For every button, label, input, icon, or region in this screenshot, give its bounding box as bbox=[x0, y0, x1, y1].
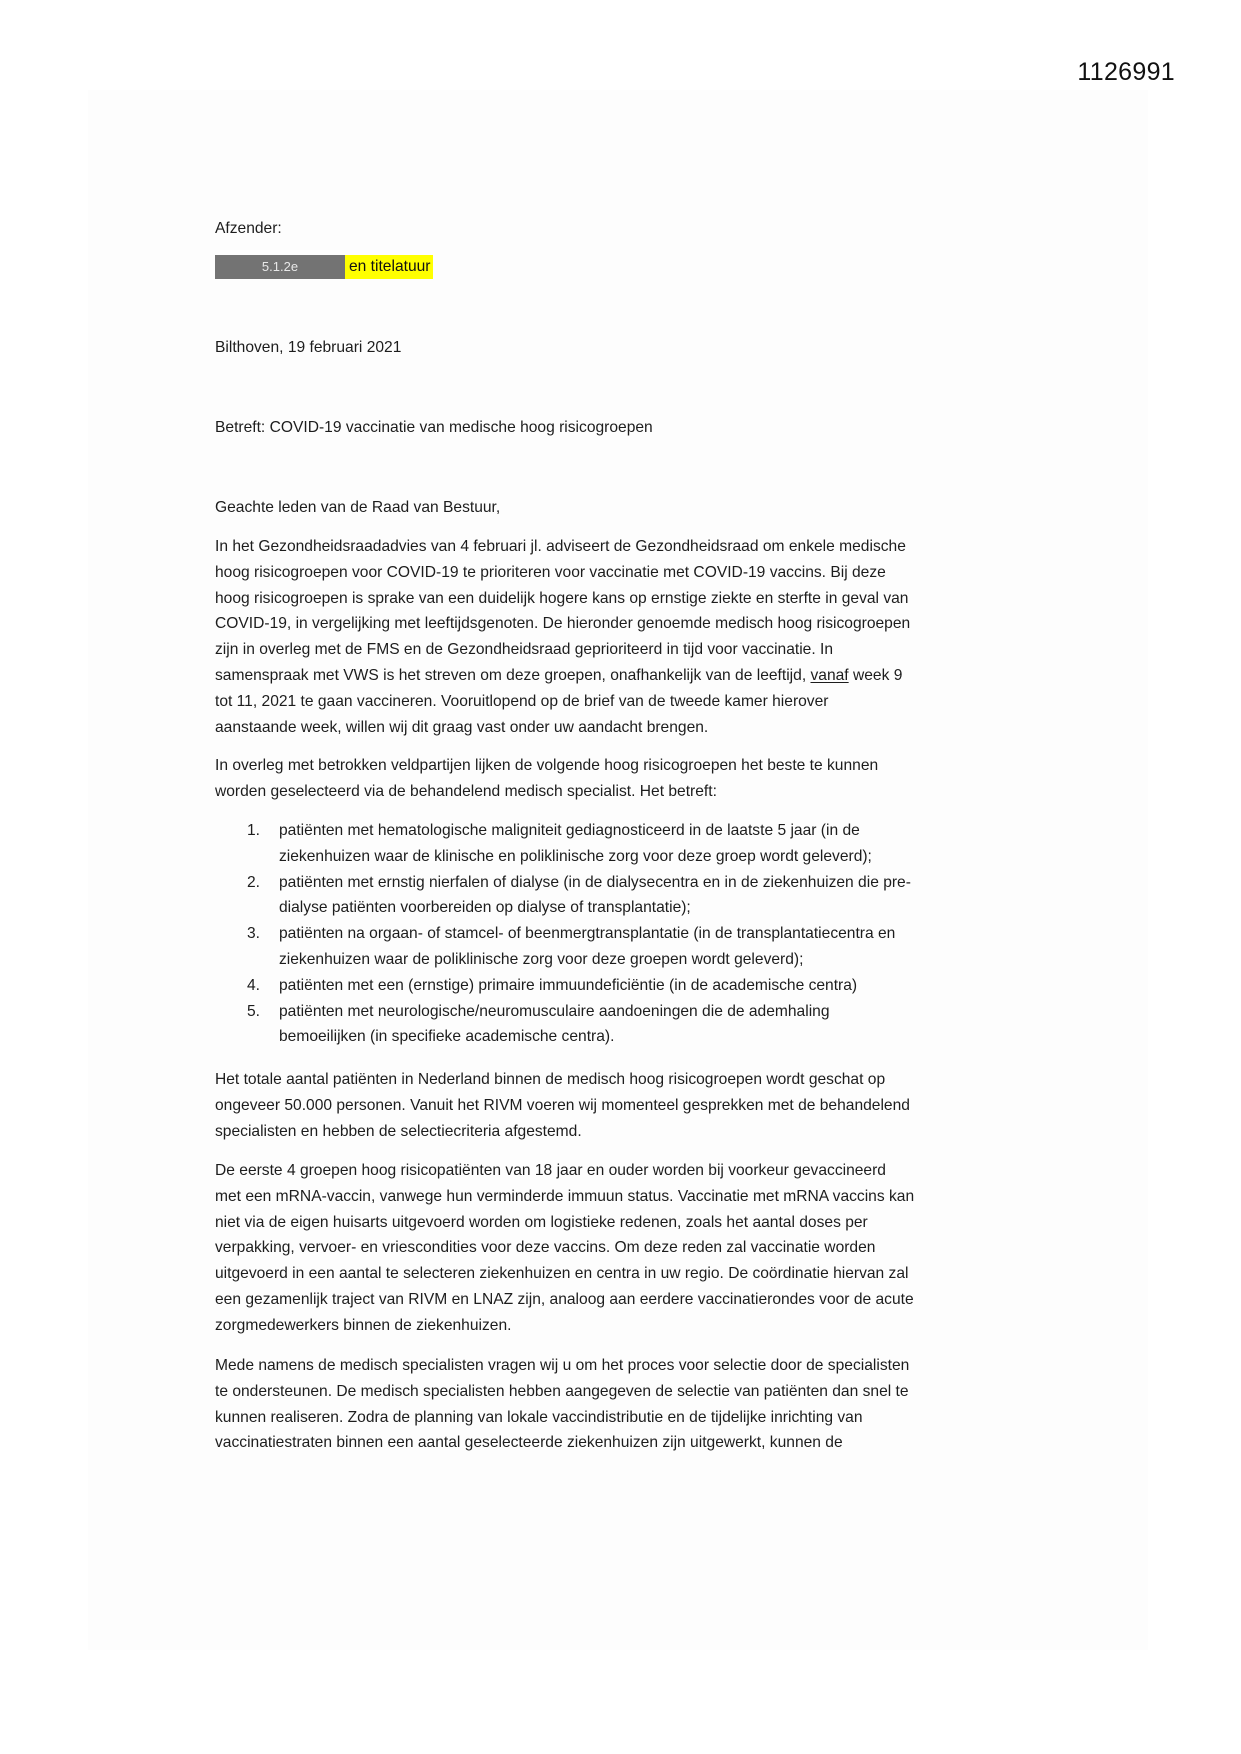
text-line: met een mRNA-vaccin, vanwege hun verminderde immuun status. Vaccinatie met mRNA vaccins kan bbox=[215, 1187, 915, 1205]
text-line: ziekenhuizen waar de poliklinische zorg voor deze groepen wordt geleverd); bbox=[279, 950, 804, 968]
list-item bbox=[247, 870, 1047, 922]
place-date: Bilthoven, 19 februari 2021 bbox=[215, 339, 402, 356]
subject-line: Betreft: COVID-19 vaccinatie van medische hoog risicogroepen bbox=[215, 419, 653, 436]
text-line: te ondersteunen. De medisch specialisten hebben aangegeven de selectie van patiënten dan snel te bbox=[215, 1382, 909, 1400]
list-number: 4. bbox=[247, 976, 261, 994]
text-line: In het Gezondheidsraadadvies van 4 februari jl. adviseert de Gezondheidsraad om enkele medische bbox=[215, 538, 906, 555]
paragraph-patient-count bbox=[215, 1067, 1035, 1144]
list-item bbox=[247, 973, 1047, 999]
text-line: zorgmedewerkers binnen de ziekenhuizen. bbox=[215, 1316, 512, 1334]
list-number: 5. bbox=[247, 1002, 261, 1020]
list-item bbox=[247, 999, 1047, 1051]
text-line: patiënten met neurologische/neuromusculaire aandoeningen die de ademhaling bbox=[279, 1002, 830, 1020]
list-number: 3. bbox=[247, 925, 261, 943]
paragraph-intro bbox=[215, 534, 1035, 740]
text-line bbox=[215, 663, 1035, 689]
sender-label: Afzender: bbox=[215, 220, 282, 237]
highlighted-title: en titelatuur bbox=[345, 255, 433, 279]
text-line: De eerste 4 groepen hoog risicopatiënten van 18 jaar en ouder worden bij voorkeur gevaccineerd bbox=[215, 1162, 886, 1179]
text-line: patiënten na orgaan- of stamcel- of beenmergtransplantatie (in de transplantatiecentra en bbox=[279, 925, 896, 943]
text-segment: week 9 bbox=[848, 666, 903, 684]
list-number: 1. bbox=[247, 822, 261, 839]
text-line: tot 11, 2021 te gaan vaccineren. Vooruitlopend op de brief van de tweede kamer hierover bbox=[215, 692, 829, 710]
text-line: niet via de eigen huisarts uitgevoerd worden om logistieke redenen, zoals het aantal doses per bbox=[215, 1213, 868, 1231]
text-line: aanstaande week, willen wij dit graag vast onder uw aandacht brengen. bbox=[215, 718, 709, 736]
redaction-block: 5.1.2e bbox=[215, 255, 345, 279]
sender-line bbox=[215, 255, 433, 279]
text-line: dialyse patiënten voorbereiden op dialyse of transplantatie); bbox=[279, 899, 691, 917]
text-line: Het totale aantal patiënten in Nederland binnen de medisch hoog risicogroepen wordt geschat op bbox=[215, 1071, 886, 1088]
text-line: zijn in overleg met de FMS en de Gezondheidsraad geprioriteerd in tijd voor vaccinatie. In bbox=[215, 641, 834, 659]
text-line: uitgevoerd in een aantal te selecteren ziekenhuizen en centra in uw regio. De coördinatie hiervan zal bbox=[215, 1265, 909, 1283]
list-number: 2. bbox=[247, 873, 261, 891]
text-line: hoog risicogroepen is sprake van een duidelijk hogere kans op ernstige ziekte en sterfte in geval van bbox=[215, 589, 909, 607]
text-line: Mede namens de medisch specialisten vragen wij u om het proces voor selectie door de specialisten bbox=[215, 1357, 910, 1374]
document-id: 1126991 bbox=[1077, 58, 1175, 86]
text-segment: samenspraak met VWS is het streven om deze groepen, onafhankelijk van de leeftijd, bbox=[215, 666, 811, 684]
text-line: worden geselecteerd via de behandelend medisch specialist. Het betreft: bbox=[215, 782, 717, 800]
risk-group-list bbox=[247, 818, 1047, 1050]
text-line: ongeveer 50.000 personen. Vanuit het RIVM voeren wij momenteel gesprekken met de behandelend bbox=[215, 1096, 910, 1114]
list-item bbox=[247, 818, 1047, 870]
paragraph-selection bbox=[215, 753, 1035, 805]
text-line: vaccinatiestraten binnen een aantal geselecteerde ziekenhuizen zijn uitgewerkt, kunnen de bbox=[215, 1434, 843, 1452]
underlined-word: vanaf bbox=[810, 666, 849, 684]
paragraph-request bbox=[215, 1353, 1035, 1456]
text-line: In overleg met betrokken veldpartijen lijken de volgende hoog risicogroepen het beste te kunnen bbox=[215, 757, 879, 774]
salutation: Geachte leden van de Raad van Bestuur, bbox=[215, 499, 501, 516]
text-line: ziekenhuizen waar de klinische en poliklinische zorg voor deze groep wordt geleverd); bbox=[279, 847, 872, 865]
text-line: bemoeilijken (in specifieke academische centra). bbox=[279, 1028, 615, 1046]
text-line: kunnen realiseren. Zodra de planning van lokale vaccindistributie en de tijdelijke inrichting van bbox=[215, 1408, 863, 1426]
text-line: een gezamenlijk traject van RIVM en LNAZ zijn, analoog aan eerdere vaccinatierondes voor de acute bbox=[215, 1290, 914, 1308]
text-line: COVID-19, in vergelijking met leeftijdsgenoten. De hieronder genoemde medisch hoog risicogroepen bbox=[215, 615, 911, 633]
text-line: specialisten en hebben de selectiecriteria afgestemd. bbox=[215, 1122, 582, 1140]
text-line: hoog risicogroepen voor COVID-19 te prioriteren voor vaccinatie met COVID-19 vaccins. Bij deze bbox=[215, 563, 886, 581]
paragraph-mrna-vaccination bbox=[215, 1158, 1035, 1339]
text-line: patiënten met een (ernstige) primaire immuundeficiëntie (in de academische centra) bbox=[279, 976, 858, 994]
text-line: patiënten met hematologische maligniteit gediagnosticeerd in de laatste 5 jaar (in de bbox=[279, 822, 860, 839]
list-item bbox=[247, 921, 1047, 973]
text-line: verpakking, vervoer- en vriescondities voor deze vaccins. Om deze reden zal vaccinatie worden bbox=[215, 1239, 876, 1257]
text-line: patiënten met ernstig nierfalen of dialyse (in de dialysecentra en in de ziekenhuizen die pre- bbox=[279, 873, 911, 891]
